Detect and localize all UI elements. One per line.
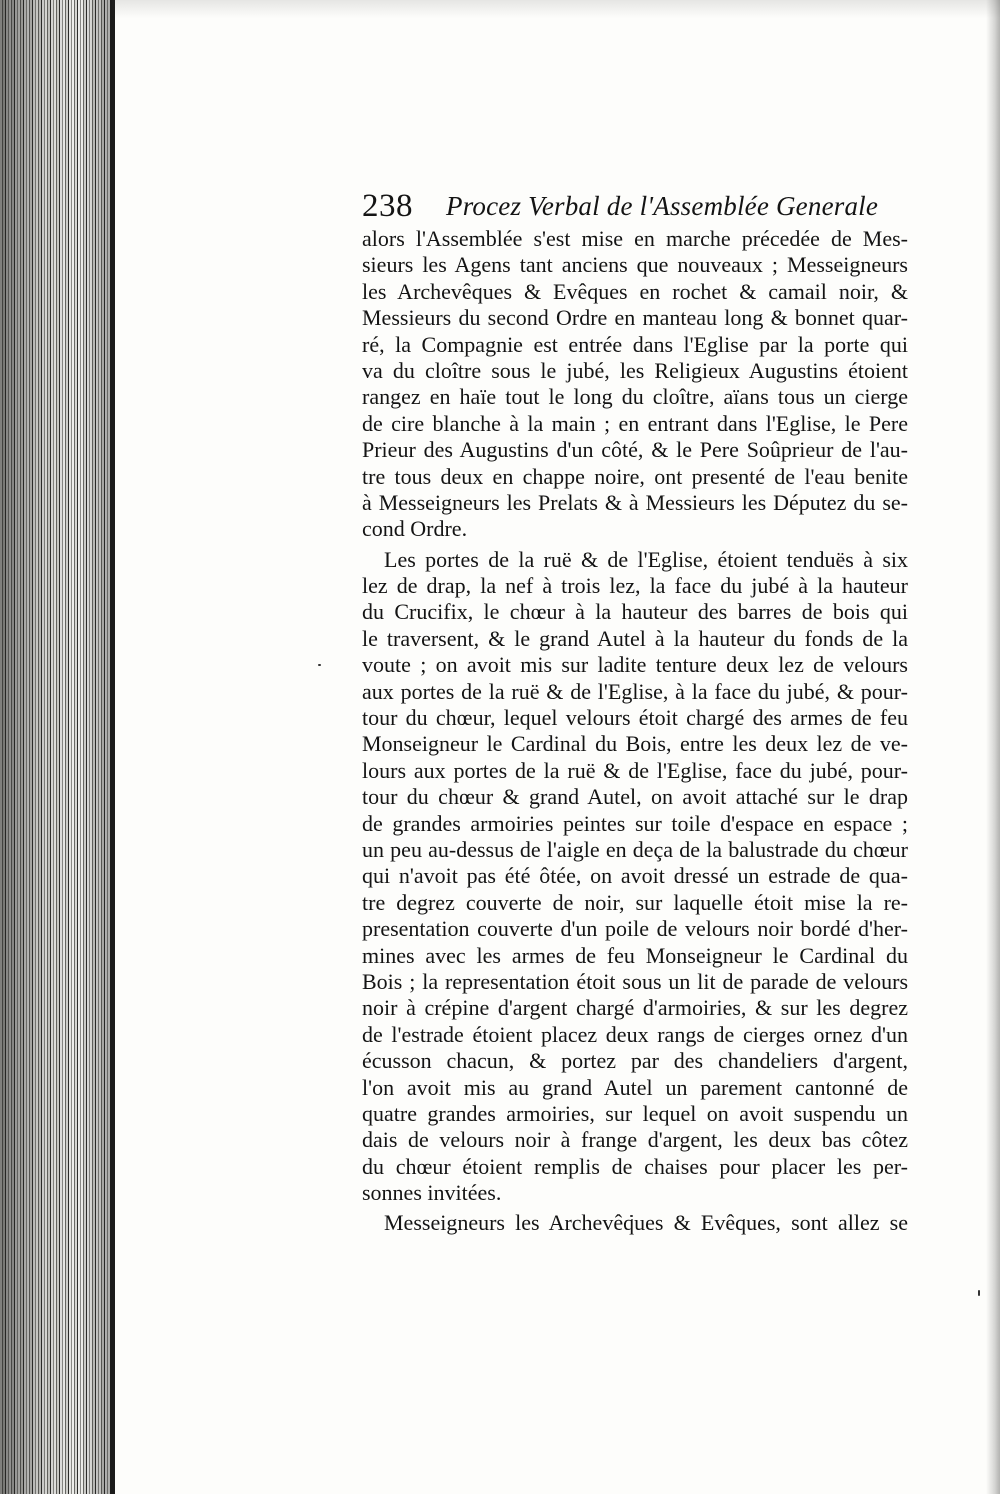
text-line: de l'estrade étoient placez deux rangs de cierges ornez d'un: [362, 1021, 908, 1047]
binding-shadow: [0, 0, 112, 1494]
text-line: ré, la Compagnie est entrée dans l'Eglise par la porte qui: [362, 331, 908, 357]
text-line: Les portes de la ruë & de l'Eglise, étoient tenduës à six: [384, 546, 908, 572]
text-line: écusson chacun, & portez par des chandeliers d'argent,: [362, 1048, 908, 1074]
text-line: tre degrez couverte de noir, sur laquelle étoit mise la re-: [362, 889, 908, 915]
paragraph: [362, 226, 908, 543]
text-line: tour du chœur, lequel velours étoit chargé des armes de feu: [362, 705, 908, 731]
right-page-edge: [986, 0, 1000, 1494]
text-line: cond Ordre.: [362, 516, 468, 542]
text-line: lez de drap, la nef à trois lez, la face du jubé à la hauteur: [362, 573, 908, 599]
text-line: Bois ; la representation étoit sous un lit de parade de velours: [362, 968, 908, 994]
text-line: le traversent, & le grand Autel à la hauteur du fonds de la: [362, 625, 908, 651]
text-line: quatre grandes armoiries, sur lequel on avoit suspendu un: [362, 1100, 908, 1126]
text-line: alors l'Assemblée s'est mise en marche précedée de Mes-: [362, 226, 908, 251]
paragraph: [362, 547, 908, 1207]
text-line: noir à crépine d'argent chargé d'armoiries, & sur les degrez: [362, 995, 908, 1021]
text-line: de grandes armoiries peintes sur toile d'espace en espace ;: [362, 810, 908, 836]
text-line: sonnes invitées.: [362, 1180, 502, 1206]
text-line: de cire blanche à la main ; en entrant dans l'Eglise, le Pere: [362, 410, 908, 436]
text-line: mines avec les armes de feu Monseigneur le Cardinal du: [362, 942, 908, 968]
text-line: tour du chœur & grand Autel, on avoit attaché sur le drap: [362, 784, 908, 810]
gutter-line: [110, 0, 115, 1494]
ink-speck: [978, 1290, 980, 1296]
ink-speck: [318, 664, 321, 666]
top-shadow: [112, 0, 1000, 18]
text-line: lours aux portes de la ruë & de l'Eglise, face du jubé, pour-: [362, 757, 908, 783]
text-line: un peu au-dessus de l'aigle en deça de la balustrade du chœur: [362, 836, 908, 862]
paragraph: [362, 1210, 908, 1236]
text-line: Messieurs du second Ordre en manteau long & bonnet quar-: [362, 305, 908, 331]
body-text: [362, 226, 908, 1237]
text-line: sieurs les Agens tant anciens que nouveaux ; Messeigneurs: [362, 252, 908, 278]
running-header: [362, 186, 910, 228]
text-line: dais de velours noir à frange d'argent, les deux bas côtez: [362, 1127, 908, 1153]
text-line: les Archevêques & Evêques en rochet & camail noir, &: [362, 278, 908, 304]
text-line: presentation couverte d'un poile de velours noir bordé d'her-: [362, 916, 908, 942]
text-line: va du cloître sous le jubé, les Religieux Augustins étoient: [362, 357, 908, 383]
running-title: Procez Verbal de l'Assemblée Generale: [446, 191, 879, 221]
text-line: tre tous deux en chappe noire, ont presenté de l'eau benite: [362, 463, 908, 489]
text-line: Monseigneur le Cardinal du Bois, entre les deux lez de ve-: [362, 731, 908, 757]
text-line: aux portes de la ruë & de l'Eglise, à la face du jubé, & pour-: [362, 678, 908, 704]
text-line: l'on avoit mis au grand Autel un parement cantonné de: [362, 1074, 908, 1100]
text-line: qui n'avoit pas été ôtée, on avoit dressé un estrade de qua-: [362, 863, 908, 889]
text-line: du Crucifix, le chœur à la hauteur des barres de bois qui: [362, 599, 908, 625]
text-line: à Messeigneurs les Prelats & à Messieurs les Députez du se-: [362, 489, 908, 515]
text-line: Prieur des Augustins d'un côté, & le Pere Soûprieur de l'au-: [362, 437, 908, 463]
text-line: Messeigneurs les Archevêques & Evêques, sont allez se: [384, 1210, 908, 1236]
text-line: rangez en haïe tout le long du cloître, aïans tous un cierge: [362, 384, 908, 410]
text-line: voute ; on avoit mis sur ladite tenture deux lez de velours: [362, 652, 908, 678]
page-number: 238: [362, 188, 413, 224]
text-line: du chœur étoient remplis de chaises pour placer les per-: [362, 1153, 908, 1179]
